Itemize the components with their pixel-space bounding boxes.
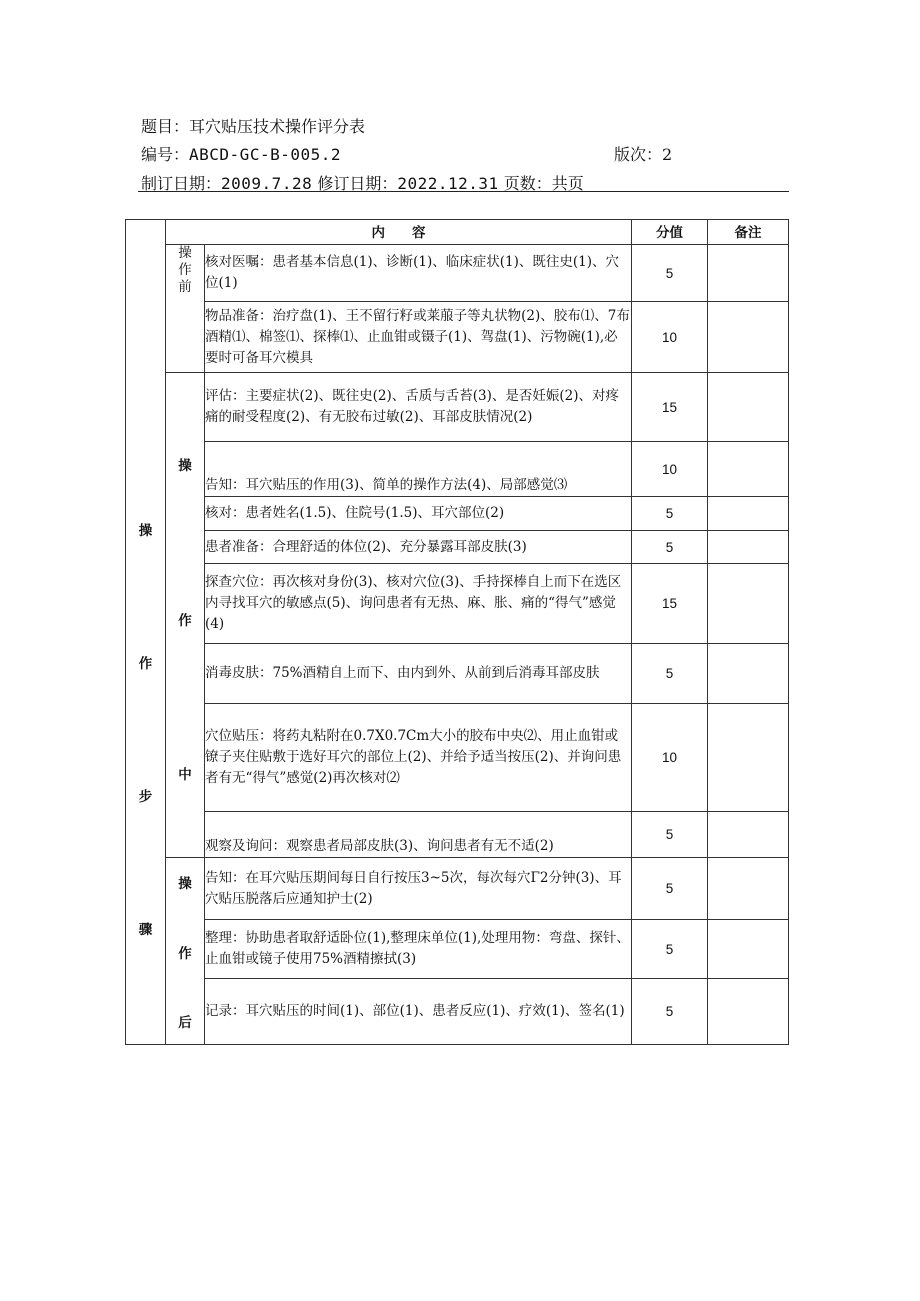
row-content: 探查穴位：再次核对身份(3)、核对穴位(3)、手持探棒自上而下在选区内寻找耳穴的敏感点(5)、询问患者有无热、麻、胀、痛的“得气”感觉(4) (205, 564, 632, 644)
row-content: 整理：协助患者取舒适卧位(1),整理床单位(1),处理用物：弯盘、探针、止血钳或镜子使用75%酒精擦拭(3) (205, 920, 632, 979)
group-label-after: 操 作 后 (166, 858, 205, 1045)
row-note (708, 920, 789, 979)
row-score: 10 (632, 704, 708, 812)
row-note (708, 373, 789, 442)
row-content: 观察及询问：观察患者局部皮肤(3)、询问患者有无不适(2) (205, 812, 632, 858)
row-score: 5 (632, 979, 708, 1045)
score-table (125, 219, 789, 1045)
row-content: 消毒皮肤：75%酒精自上而下、由内到外、从前到后消毒耳部皮肤 (205, 644, 632, 704)
pages-value: 共页 (551, 174, 584, 193)
doc-code-line (141, 142, 341, 165)
table-row (126, 564, 789, 644)
group-label-before: 操 作 前 (166, 245, 205, 373)
row-score: 5 (632, 497, 708, 531)
group-label-during: 操 作 中 (166, 373, 205, 858)
table-row (126, 979, 789, 1045)
made-date: 2009.7.28 (221, 174, 313, 193)
table-row (126, 302, 789, 373)
header-rule (138, 191, 789, 192)
row-note (708, 302, 789, 373)
doc-version-line (614, 142, 672, 165)
row-score: 5 (632, 644, 708, 704)
main-step-label: 操 作 步 骤 (126, 220, 166, 1045)
revised-date: 2022.12.31 (397, 174, 499, 193)
table-row (126, 442, 789, 497)
table-row (126, 812, 789, 858)
table-row (126, 245, 789, 302)
code-label: 编号： (141, 145, 190, 164)
header-note: 备注 (708, 220, 789, 245)
header-content: 内 容 (166, 220, 632, 245)
row-note (708, 979, 789, 1045)
row-score: 15 (632, 373, 708, 442)
table-header-row (126, 220, 789, 245)
header-score: 分值 (632, 220, 708, 245)
row-note (708, 564, 789, 644)
row-score: 10 (632, 442, 708, 497)
row-note (708, 245, 789, 302)
table-row (126, 704, 789, 812)
row-content: 告知：耳穴贴压的作用(3)、简单的操作方法(4)、局部感觉⑶ (205, 442, 632, 497)
row-score: 5 (632, 245, 708, 302)
table-row (126, 858, 789, 920)
row-note (708, 704, 789, 812)
table-row (126, 373, 789, 442)
row-score: 5 (632, 920, 708, 979)
table-row (126, 497, 789, 531)
row-note (708, 531, 789, 564)
row-content: 患者准备：合理舒适的体位(2)、充分暴露耳部皮肤(3) (205, 531, 632, 564)
doc-code: ABCD-GC-B-005.2 (189, 145, 342, 164)
row-content: 物品准备：治疗盘(1)、王不留行籽或莱菔子等丸状物(2)、胶布⑴、7布酒精⑴、棉签⑴、探棒⑴、止血钳或镊子(1)、驾盘(1)、污物碗(1),必要时可备耳穴模具 (205, 302, 632, 373)
row-score: 5 (632, 531, 708, 564)
doc-title-line (141, 114, 365, 137)
row-content: 记录：耳穴贴压的时间(1)、部位(1)、患者反应(1)、疗效(1)、签名(1) (205, 979, 632, 1045)
version-label: 版次： (614, 145, 663, 164)
title-label: 题目： (141, 117, 190, 136)
row-content: 核对医嘱：患者基本信息(1)、诊断(1)、临床症状(1)、既往史(1)、穴位(1) (205, 245, 632, 302)
row-score: 15 (632, 564, 708, 644)
row-content: 核对：患者姓名(1.5)、住院号(1.5)、耳穴部位(2) (205, 497, 632, 531)
doc-version: 2 (662, 145, 673, 164)
row-note (708, 497, 789, 531)
table-row (126, 644, 789, 704)
made-label: 制订日期： (141, 174, 222, 193)
table-row (126, 920, 789, 979)
row-note (708, 442, 789, 497)
pages-label: 页数： (503, 174, 552, 193)
row-note (708, 812, 789, 858)
revised-label: 修订日期： (317, 174, 398, 193)
row-score: 5 (632, 858, 708, 920)
row-content: 穴位贴压：将药丸粘附在0.7X0.7Cm大小的胶布中央⑵、用止血钳或镣子夹住贴敷于选好耳穴的部位上(2)、并给予适当按压(2)、并询问患者有无“得气”感觉(2)再次核对⑵ (205, 704, 632, 812)
table-row (126, 531, 789, 564)
row-score: 10 (632, 302, 708, 373)
doc-title: 耳穴贴压技术操作评分表 (189, 117, 366, 136)
row-score: 5 (632, 812, 708, 858)
row-note (708, 644, 789, 704)
row-content: 告知：在耳穴贴压期间每日自行按压3~5次，每次每穴Γ2分钟(3)、耳穴贴压脱落后应通知护士(2) (205, 858, 632, 920)
row-content: 评估：主要症状(2)、既往史(2)、舌质与舌苔(3)、是否妊娠(2)、对疼痛的耐受程度(2)、有无胶布过敏(2)、耳部皮肤情况(2) (205, 373, 632, 442)
row-note (708, 858, 789, 920)
